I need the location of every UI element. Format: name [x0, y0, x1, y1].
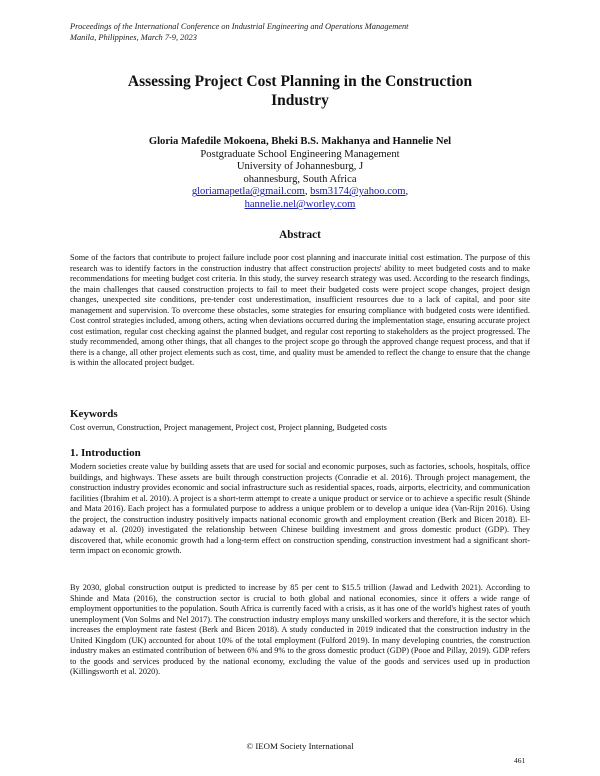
- author-university: University of Johannesburg, J: [236, 161, 364, 173]
- footer-society: © IEOM Society International: [246, 741, 354, 751]
- paper-title: [60, 72, 540, 110]
- header-location-date: Manila, Philippines, March 7-9, 2023: [70, 32, 197, 42]
- email-trailing-comma: ,: [405, 186, 409, 198]
- author-emails-line-2: [60, 199, 540, 212]
- title-line-1: Assessing Project Cost Planning in the Construction: [127, 73, 473, 90]
- keywords-text: Cost overrun, Construction, Project management, Project cost, Project planning, Budgeted costs: [70, 423, 387, 432]
- keywords-heading: Keywords: [70, 408, 118, 420]
- abstract-heading: Abstract: [279, 229, 321, 241]
- running-header: [70, 22, 540, 43]
- introduction-paragraph-1: Modern societies create value by building assets that are used for social and economic purposes, such as factories, schools, hospitals, office buildings, and highways. These assets are built through construction projects (Conradie et al. 2016). Through project management, the construction industry provides economic and social infrastructure such as residential spaces, roads, airports, electricity, and communication facilities (Ibrahim et al. 2010). A project is a short-term attempt to create a unique product or service or to achieve a specific result (Shinde and Mata 2016). Each project has a formulated purpose to address a unique problem or to develop a unique idea (Van-Rijn 2016). Using the project, the construction industry positively impacts national economic growth and employment creation (Berk and Bicen 2018). El-adaway et al. (2020) investigated the relationship between Chinese building investment and gross domestic product (GDP). They discovered that, while economic growth had a long-term effect on construction spending, construction investment had a significant short-term impact on economic growth.: [70, 462, 530, 555]
- introduction-heading: 1. Introduction: [70, 447, 141, 459]
- email-link-3[interactable]: hannelie.nel@worley.com: [244, 198, 356, 210]
- abstract-text: Some of the factors that contribute to project failure include poor cost planning and inaccurate initial cost estimation. The purpose of this research was to identify factors in the construction industry that affect construction projects' ability to meet budgeted costs and to make recommendations for meeting budget cost criteria. In this study, the survey research strategy was used. According to the research findings, the main challenges that caused construction projects to fail to meet their budgeted costs were project scope changes, project design changes, unexpected site conditions, pre-tender cost underestimation, insufficient resources due to a lack of capital, and poor site management and supervision. To overcome these obstacles, some strategies for ensuring compliance with budgeted costs were identified. Cost control strategies included, among others, acting when deviations occurred during the implementation stage, ensuring accurate project cost estimation, regular cost checking against the planned budget, and regular cost reporting to stakeholders as the project progressed. The study recommended, among other things, that all changes to the project scope go through the approved change request process, and that if there is a change, all other project elements such as cost, time, and quality must be amended to reflect the change to ensure that the change is within the allocated project budget.: [70, 253, 530, 367]
- page-number: 461: [514, 756, 526, 765]
- author-names: Gloria Mafedile Mokoena, Bheki B.S. Makhanya and Hannelie Nel: [148, 136, 452, 147]
- author-emails: [60, 186, 540, 199]
- email-separator: ,: [304, 186, 311, 198]
- email-link-2[interactable]: bsm3174@yahoo.com: [310, 186, 406, 198]
- title-line-2: Industry: [271, 92, 329, 109]
- header-conference: Proceedings of the International Conference on Industrial Engineering and Operations Management: [70, 22, 409, 31]
- author-block: [60, 136, 540, 212]
- introduction-paragraph-2: By 2030, global construction output is predicted to increase by 85 per cent to $15.5 trillion (Jawad and Ledwith 2021). According to Shinde and Mata (2016), the construction sector is crucial to both global and national economies, since it offers a wide range of employment opportunities to the population. South Africa is currently faced with a crisis, as it has one of the world's highest rates of youth unemployment (Von Solms and Nel 2017). The construction industry employs many unskilled workers and therefore, it is the sector which increases the employment rate fastest (Berk and Bicen 2018). A study conducted in 2019 indicated that the construction industry in the United Kingdom (UK) accounted for about 10% of the total employment (Fulford 2019). In many developing countries, the construction industry makes an estimated contribution of between 6% and 9% to the gross domestic product (GDP) (Pooe and Pillay, 2019). GDP refers to the goods and services produced by the national economy, excluding the value of the goods and services used up in production (Killingsworth et al. 2020).: [70, 583, 530, 676]
- author-department: Postgraduate School Engineering Management: [200, 148, 400, 160]
- email-link-1[interactable]: gloriamapetla@gmail.com: [191, 186, 305, 198]
- author-city: ohannesburg, South Africa: [243, 173, 357, 185]
